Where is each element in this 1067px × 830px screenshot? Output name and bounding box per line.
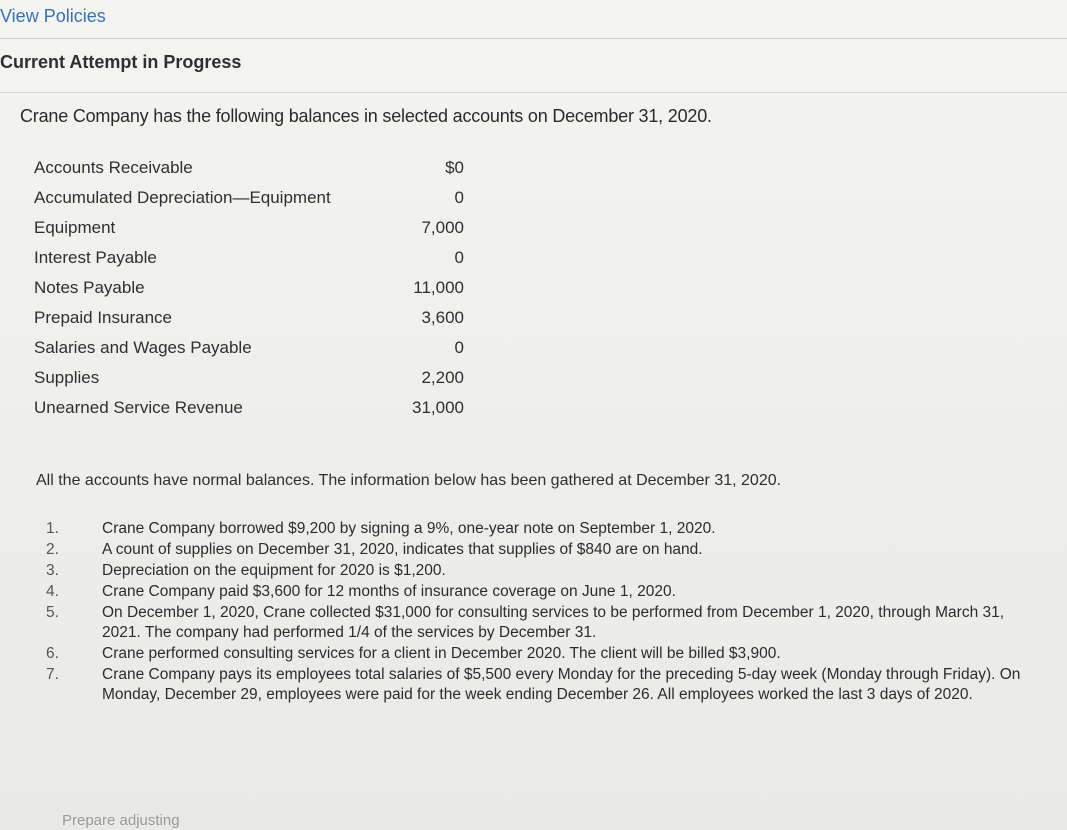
list-item [46, 665, 1036, 705]
account-amount: 7,000 [421, 218, 464, 237]
item-number: 3. [46, 562, 59, 579]
item-number: 5. [46, 604, 59, 621]
item-number: 2. [46, 541, 59, 558]
account-name: Prepaid Insurance [34, 308, 172, 327]
list-item [46, 561, 1036, 581]
account-name: Supplies [34, 368, 100, 387]
balance-row [34, 248, 474, 278]
list-item [46, 603, 1036, 643]
account-name: Equipment [34, 218, 116, 237]
account-amount: 11,000 [413, 278, 464, 297]
balance-row [34, 218, 474, 248]
account-amount: 3,600 [421, 308, 464, 327]
account-name: Salaries and Wages Payable [34, 338, 252, 357]
item-text: Crane Company pays its employees total salaries of $5,500 every Monday for the preceding 5-day week (Monday through Friday). On Monday, December 29, employees were paid for the week ending December 26. All employees worked the last 3 days of 2020. [102, 666, 1021, 703]
item-text: A count of supplies on December 31, 2020, indicates that supplies of $840 are on hand. [102, 541, 703, 558]
list-item [46, 644, 1036, 664]
item-number: 4. [46, 583, 59, 600]
section-divider [0, 92, 1067, 93]
balance-row [34, 158, 474, 188]
balance-row [34, 338, 474, 368]
account-name: Interest Payable [34, 248, 157, 267]
item-text: Crane Company paid $3,600 for 12 months of insurance coverage on June 1, 2020. [102, 583, 676, 600]
top-divider [0, 38, 1067, 39]
account-amount: 31,000 [412, 398, 464, 417]
account-amount: 0 [454, 188, 464, 207]
normal-balances-note: All the accounts have normal balances. The information below has been gathered at December 31, 2020. [36, 472, 782, 489]
balance-row [34, 368, 474, 398]
item-text: Crane Company borrowed $9,200 by signing a 9%, one-year note on September 1, 2020. [102, 520, 716, 537]
account-amount: 2,200 [421, 368, 464, 387]
balance-row [34, 278, 474, 308]
view-policies-link[interactable]: View Policies [0, 6, 106, 26]
item-number: 6. [46, 645, 59, 662]
list-item [46, 582, 1036, 602]
balances-table [34, 158, 474, 428]
attempt-status: Current Attempt in Progress [0, 52, 242, 72]
item-text: Depreciation on the equipment for 2020 is $1,200. [102, 562, 446, 579]
account-amount: 0 [454, 338, 464, 357]
balance-row [34, 188, 474, 218]
item-number: 7. [46, 666, 59, 683]
account-amount: 0 [454, 248, 464, 267]
prepare-instruction-cut: Prepare adjusting [62, 812, 180, 829]
account-name: Accounts Receivable [34, 158, 193, 177]
account-name: Notes Payable [34, 278, 145, 297]
balance-row [34, 398, 474, 428]
account-name: Accumulated Depreciation—Equipment [34, 188, 331, 207]
information-list [46, 519, 1036, 706]
problem-intro: Crane Company has the following balances in selected accounts on December 31, 2020. [20, 106, 712, 126]
balance-row [34, 308, 474, 338]
account-amount: $0 [445, 158, 464, 177]
list-item [46, 540, 1036, 560]
item-number: 1. [46, 520, 59, 537]
list-item [46, 519, 1036, 539]
account-name: Unearned Service Revenue [34, 398, 243, 417]
item-text: On December 1, 2020, Crane collected $31,000 for consulting services to be performed from December 1, 2020, through March 31, 2021. The company had performed 1/4 of the services by December 31. [102, 604, 1005, 641]
item-text: Crane performed consulting services for a client in December 2020. The client will be billed $3,900. [102, 645, 781, 662]
